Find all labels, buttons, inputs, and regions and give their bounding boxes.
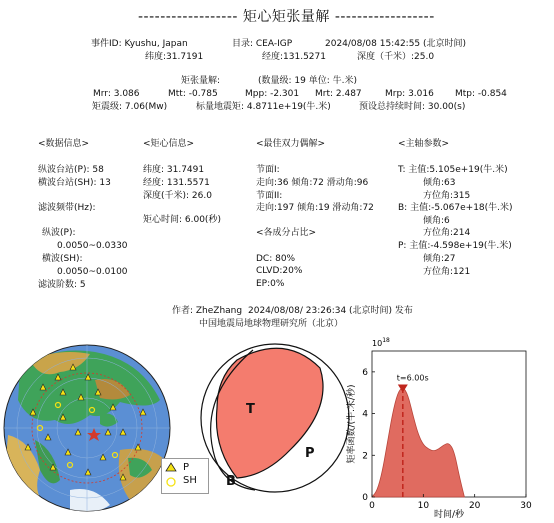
p-axis-azimuth: 方位角:121 xyxy=(423,267,471,277)
y-axis-label: 矩率函数/(牛.米/秒) xyxy=(347,384,357,464)
b-axis-value: B: 主值:-5.067e+18(牛.米) xyxy=(398,203,513,213)
t-axis-dip: 倾角:63 xyxy=(423,178,456,188)
double-couple-heading: <最佳双力偶解> xyxy=(256,139,326,149)
y-tick-label: 4 xyxy=(362,409,368,420)
filter-heading: 滤波频带(Hz): xyxy=(38,203,96,213)
p-axis-dip: 倾角:27 xyxy=(423,254,456,264)
b-axis-dip: 倾角:6 xyxy=(423,216,450,226)
event-id: 事件ID: Kyushu, Japan xyxy=(91,39,188,49)
filter-order: 滤波阶数: 5 xyxy=(38,280,86,290)
beachball-b-label: B xyxy=(226,474,236,489)
origin-time: 2024/08/08 15:42:55 (北京时间) xyxy=(325,39,467,49)
duration: 预设总持续时间: 30.00(s) xyxy=(359,102,466,112)
centroid-lon: 经度: 131.5571 xyxy=(143,178,210,188)
epicenter-depth: 深度（千米）:25.0 xyxy=(357,52,435,62)
moment-magnitude: 矩震级: 7.06(Mw) xyxy=(92,102,168,112)
legend-p-label: P xyxy=(183,462,190,473)
t-axis-value: T: 主值:5.105e+19(牛.米) xyxy=(398,165,508,175)
clvd-percent: CLVD:20% xyxy=(256,266,303,276)
b-axis-azimuth: 方位角:214 xyxy=(423,228,471,238)
epicenter-lon: 经度:131.5271 xyxy=(262,52,326,62)
components-heading: <各成分占比> xyxy=(256,228,317,238)
t-axis-azimuth: 方位角:315 xyxy=(423,191,471,201)
mrr: Mrr: 3.086 xyxy=(93,89,140,99)
nodal-plane-2-label: 节面II: xyxy=(256,191,283,201)
p-filter-band: 0.0050~0.0330 xyxy=(57,241,128,251)
x-tick-label: 30 xyxy=(520,501,532,511)
p-stations: 纵波台站(P): 58 xyxy=(38,165,104,175)
mtp: Mtp: -0.854 xyxy=(455,89,507,99)
p-axis-value: P: 主值:-4.598e+19(牛.米) xyxy=(398,241,512,251)
moment-label: 矩张量解: xyxy=(181,76,221,86)
institute: 中国地震局地球物理研究所（北京） xyxy=(199,319,344,329)
nodal-plane-1-label: 节面I: xyxy=(256,165,280,175)
catalog: 目录: CEA-IGP xyxy=(232,39,293,49)
data-info-heading: <数据信息> xyxy=(38,139,90,149)
sh-stations: 横波台站(SH): 13 xyxy=(38,178,111,188)
nodal-plane-1-values: 走向:36 倾角:72 滑动角:96 xyxy=(256,178,369,188)
y-exponent: $10^{18}$ xyxy=(372,337,390,348)
centroid-lat: 纬度: 31.7491 xyxy=(143,165,205,175)
beachball-p-label: P xyxy=(305,446,315,461)
mrp: Mrp: 3.016 xyxy=(385,89,434,99)
legend-sh-label: SH xyxy=(183,475,197,486)
y-tick-label: 0 xyxy=(362,493,368,503)
centroid-time: 矩心时间: 6.00(秒) xyxy=(143,215,221,225)
legend-p-triangle xyxy=(166,463,176,471)
ep-percent: EP:0% xyxy=(256,279,285,289)
mtt: Mtt: -0.785 xyxy=(168,89,218,99)
epicenter-lat: 纬度:31.7191 xyxy=(145,52,204,62)
beachball xyxy=(195,338,355,498)
legend-sh-circle xyxy=(167,478,175,486)
y-tick-label: 6 xyxy=(362,367,368,378)
x-tick-label: 20 xyxy=(468,501,481,511)
y-tick-label: 2 xyxy=(362,451,368,462)
moment-units: (数量级: 19 单位: 牛.米) xyxy=(258,76,357,86)
principal-axes-heading: <主轴参数> xyxy=(398,139,450,149)
x-axis-label: 时间/秒 xyxy=(433,510,465,520)
x-tick-label: 0 xyxy=(369,501,375,511)
scalar-moment: 标量地震矩: 4.8711e+19(牛.米) xyxy=(196,102,331,112)
page-title: ------------------ 矩心矩张量解 ------------------ xyxy=(138,9,435,25)
publish-time: 2024/08/08/ 23:26:34 (北京时间) 发布 xyxy=(248,306,413,316)
nodal-plane-2-values: 走向:197 倾角:19 滑动角:72 xyxy=(256,203,374,213)
centroid-depth: 深度(千米): 26.0 xyxy=(143,191,212,201)
x-tick-label: 10 xyxy=(417,501,430,511)
beachball-t-label: T xyxy=(246,402,255,417)
centroid-heading: <矩心信息> xyxy=(143,139,195,149)
sh-filter-band: 0.0050~0.0100 xyxy=(57,267,128,277)
p-filter-label: 纵波(P): xyxy=(42,228,76,238)
station-map xyxy=(0,340,175,523)
dc-percent: DC: 80% xyxy=(256,254,296,264)
mrt: Mrt: 2.487 xyxy=(315,89,362,99)
sh-filter-label: 横波(SH): xyxy=(42,254,83,264)
author: 作者: ZheZhang xyxy=(172,306,243,316)
source-time-function-chart xyxy=(340,335,554,523)
map-legend-symbols xyxy=(164,461,178,489)
mpp: Mpp: -2.301 xyxy=(245,89,300,99)
centroid-time-label: t=6.00s xyxy=(396,373,429,383)
